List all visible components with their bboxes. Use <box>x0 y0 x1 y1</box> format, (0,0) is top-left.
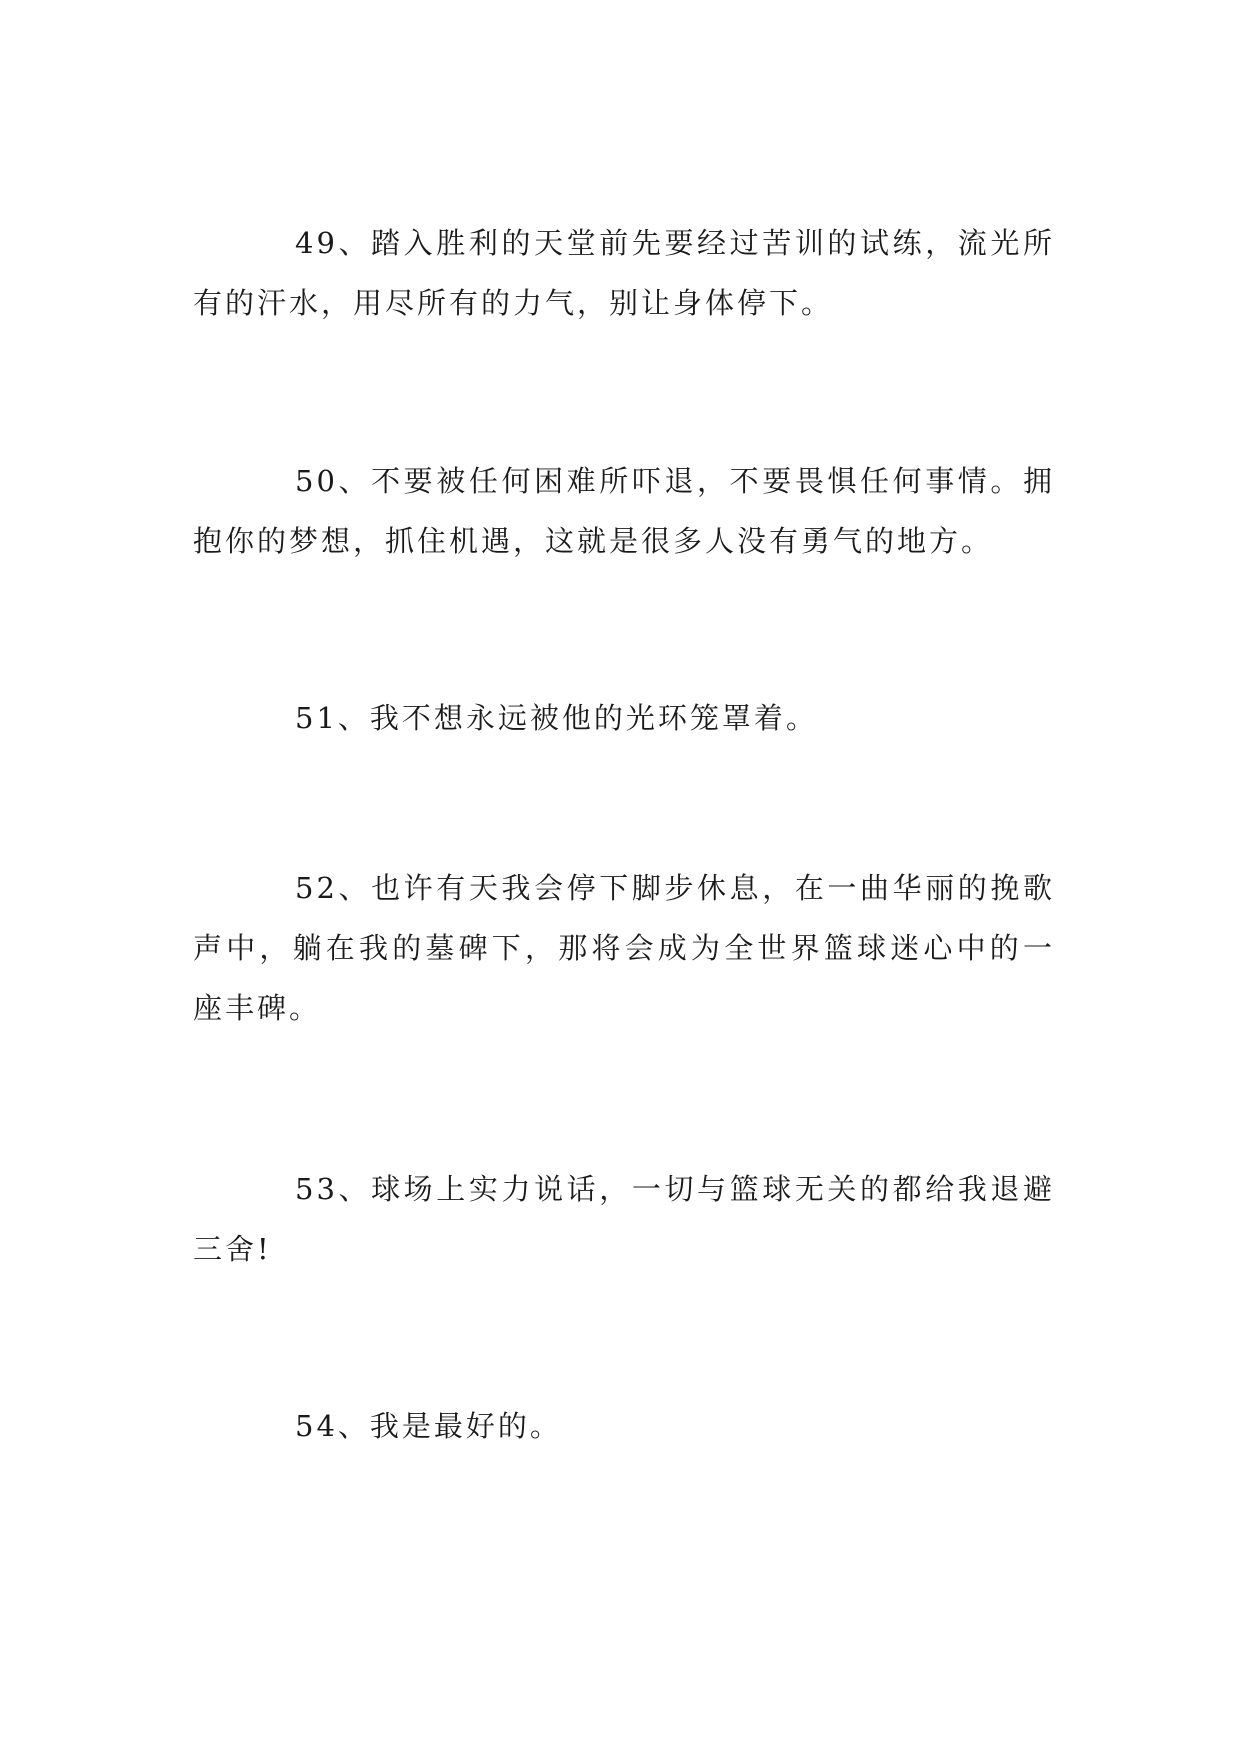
quote-paragraph-52: 52、也许有天我会停下脚步休息，在一曲华丽的挽歌声中，躺在我的墓碑下，那将会成为全世界篮球迷心中的一座丰碑。 <box>193 871 1055 1025</box>
quote-paragraph-50: 50、不要被任何困难所吓退，不要畏惧任何事情。拥抱你的梦想，抓住机遇，这就是很多人没有勇气的地方。 <box>193 464 1055 558</box>
quote-paragraph-54: 54、我是最好的。 <box>295 1409 562 1443</box>
quote-paragraph-49: 49、踏入胜利的天堂前先要经过苦训的试练，流光所有的汗水，用尽所有的力气，别让身体停下。 <box>193 226 1055 320</box>
quote-paragraph-51: 51、我不想永远被他的光环笼罩着。 <box>295 701 818 735</box>
quote-paragraph-53: 53、球场上实力说话，一切与篮球无关的都给我退避三舍! <box>193 1172 1055 1266</box>
